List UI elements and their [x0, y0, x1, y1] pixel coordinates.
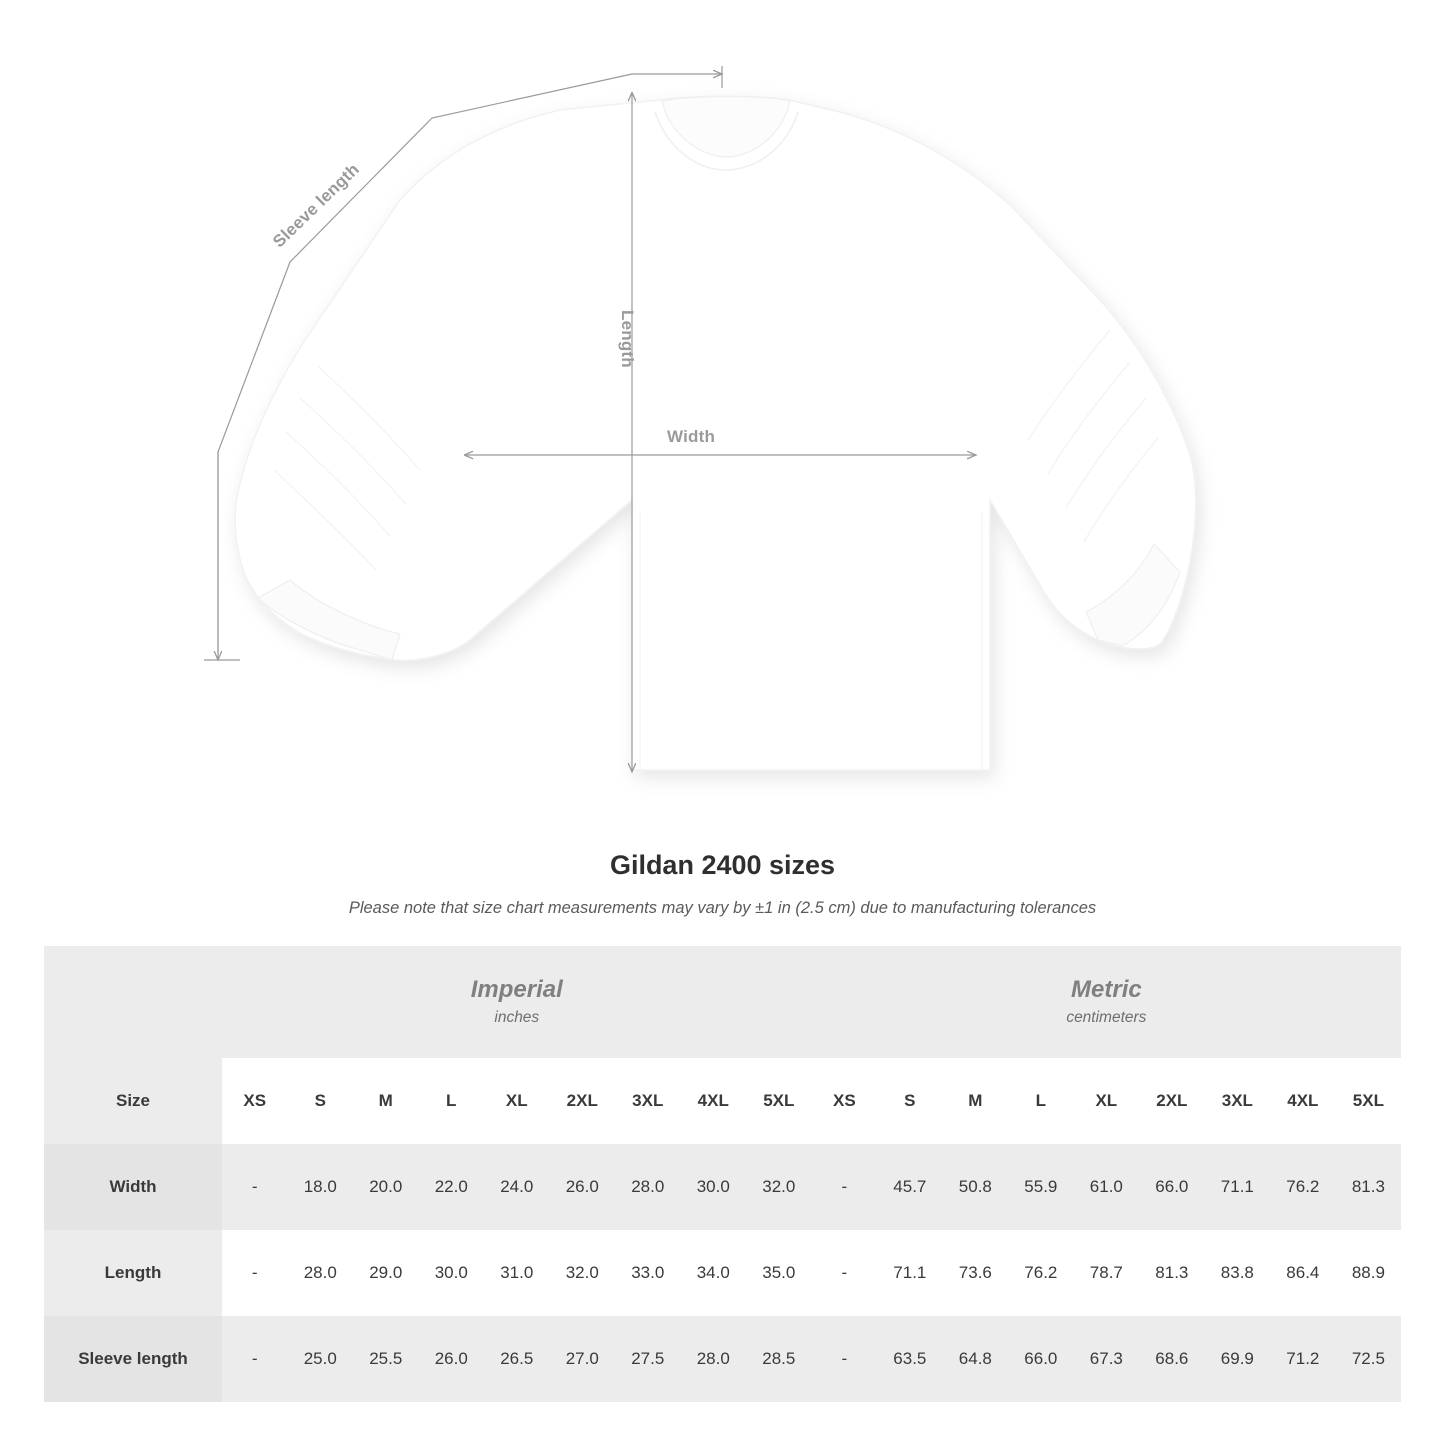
page-title: Gildan 2400 sizes	[609, 850, 836, 880]
size-chart-table	[44, 946, 1401, 1402]
measurement-cell: 67.3	[1074, 1316, 1140, 1402]
measurement-cell: 32.0	[746, 1144, 812, 1230]
measurement-cell: 63.5	[877, 1316, 943, 1402]
measurement-cell: 25.0	[288, 1316, 354, 1402]
size-header-cell: 4XL	[681, 1058, 747, 1144]
size-header-cell: XS	[222, 1058, 288, 1144]
measurement-cell: 28.0	[288, 1230, 354, 1316]
measurement-cell: 20.0	[353, 1144, 419, 1230]
measurement-cell: 71.2	[1270, 1316, 1336, 1402]
metric-group-sub: centimeters	[1066, 1009, 1147, 1027]
size-header-cell: 3XL	[615, 1058, 681, 1144]
measurement-cell: 26.0	[550, 1144, 616, 1230]
row-label: Width	[44, 1144, 222, 1230]
tolerance-note: Please note that size chart measurements may vary by ±1 in (2.5 cm) due to manufacturing tolerances	[348, 899, 1097, 917]
size-header-cell: S	[288, 1058, 354, 1144]
measurement-cell: 71.1	[877, 1230, 943, 1316]
measurement-cell: 18.0	[288, 1144, 354, 1230]
imperial-group-header	[222, 946, 812, 1058]
measurement-cell: 81.3	[1336, 1144, 1402, 1230]
measurement-cell: 88.9	[1336, 1230, 1402, 1316]
table-row	[44, 1144, 1401, 1230]
shirt-shape	[235, 96, 1196, 770]
size-header-cell: XL	[484, 1058, 550, 1144]
size-header-cell: M	[943, 1058, 1009, 1144]
size-header-cell: 5XL	[746, 1058, 812, 1144]
size-header-cell: L	[419, 1058, 485, 1144]
size-header-cell: 2XL	[550, 1058, 616, 1144]
imperial-group-sub: inches	[494, 1009, 540, 1027]
size-header-cell: S	[877, 1058, 943, 1144]
size-header-cell: 3XL	[1205, 1058, 1271, 1144]
measurement-cell: 22.0	[419, 1144, 485, 1230]
measurement-cell: -	[222, 1316, 288, 1402]
row-header-label: Size	[44, 1058, 222, 1144]
measurement-cell: 68.6	[1139, 1316, 1205, 1402]
measurement-cell: 27.0	[550, 1316, 616, 1402]
measurement-cell: 69.9	[1205, 1316, 1271, 1402]
measurement-cell: 29.0	[353, 1230, 419, 1316]
size-header-row	[44, 1058, 1401, 1144]
table-row	[44, 1230, 1401, 1316]
measurement-cell: 72.5	[1336, 1316, 1402, 1402]
measurement-cell: 73.6	[943, 1230, 1009, 1316]
measurement-cell: 28.0	[615, 1144, 681, 1230]
measurement-cell: 71.1	[1205, 1144, 1271, 1230]
measurement-cell: -	[812, 1316, 878, 1402]
size-chart-table-wrap	[44, 946, 1401, 1402]
imperial-group-label: Imperial	[470, 975, 563, 1003]
measurement-cell: -	[812, 1230, 878, 1316]
table-row	[44, 1316, 1401, 1402]
measurement-cell: 26.0	[419, 1316, 485, 1402]
measurement-cell: 78.7	[1074, 1230, 1140, 1316]
measurement-cell: 61.0	[1074, 1144, 1140, 1230]
measurement-cell: -	[812, 1144, 878, 1230]
size-header-cell: M	[353, 1058, 419, 1144]
size-header-cell: 2XL	[1139, 1058, 1205, 1144]
measurement-cell: 66.0	[1008, 1316, 1074, 1402]
measurement-cell: 30.0	[419, 1230, 485, 1316]
measurement-cell: -	[222, 1144, 288, 1230]
size-header-cell: L	[1008, 1058, 1074, 1144]
measurement-cell: 27.5	[615, 1316, 681, 1402]
metric-group-header	[812, 946, 1402, 1058]
measurement-cell: 33.0	[615, 1230, 681, 1316]
measurement-cell: 50.8	[943, 1144, 1009, 1230]
measurement-cell: 34.0	[681, 1230, 747, 1316]
size-header-cell: 4XL	[1270, 1058, 1336, 1144]
size-header-cell: 5XL	[1336, 1058, 1402, 1144]
measurement-cell: 26.5	[484, 1316, 550, 1402]
measurement-cell: 25.5	[353, 1316, 419, 1402]
measurement-cell: 31.0	[484, 1230, 550, 1316]
measurement-cell: 76.2	[1270, 1144, 1336, 1230]
metric-group-label: Metric	[1071, 975, 1142, 1003]
measurement-cell: 83.8	[1205, 1230, 1271, 1316]
width-dimension-label: Width	[667, 427, 716, 446]
row-label: Sleeve length	[44, 1316, 222, 1402]
measurement-cell: 24.0	[484, 1144, 550, 1230]
measurement-cell: 55.9	[1008, 1144, 1074, 1230]
unit-spacer-cell	[44, 946, 222, 1058]
title-block	[0, 850, 1445, 918]
measurement-cell: 66.0	[1139, 1144, 1205, 1230]
size-header-cell: XS	[812, 1058, 878, 1144]
row-label: Length	[44, 1230, 222, 1316]
sleeve-length-dimension-label: Sleeve length	[269, 159, 364, 252]
measurement-cell: 81.3	[1139, 1230, 1205, 1316]
measurement-cell: 76.2	[1008, 1230, 1074, 1316]
measurement-cell: 45.7	[877, 1144, 943, 1230]
length-dimension-label: Length	[618, 310, 637, 368]
measurement-cell: 35.0	[746, 1230, 812, 1316]
measurement-cell: 28.5	[746, 1316, 812, 1402]
measurement-cell: 28.0	[681, 1316, 747, 1402]
measurement-cell: 30.0	[681, 1144, 747, 1230]
unit-header-row	[44, 946, 1401, 1058]
measurement-cell: 64.8	[943, 1316, 1009, 1402]
measurement-cell: -	[222, 1230, 288, 1316]
measurement-cell: 86.4	[1270, 1230, 1336, 1316]
size-header-cell: XL	[1074, 1058, 1140, 1144]
measurement-cell: 32.0	[550, 1230, 616, 1316]
